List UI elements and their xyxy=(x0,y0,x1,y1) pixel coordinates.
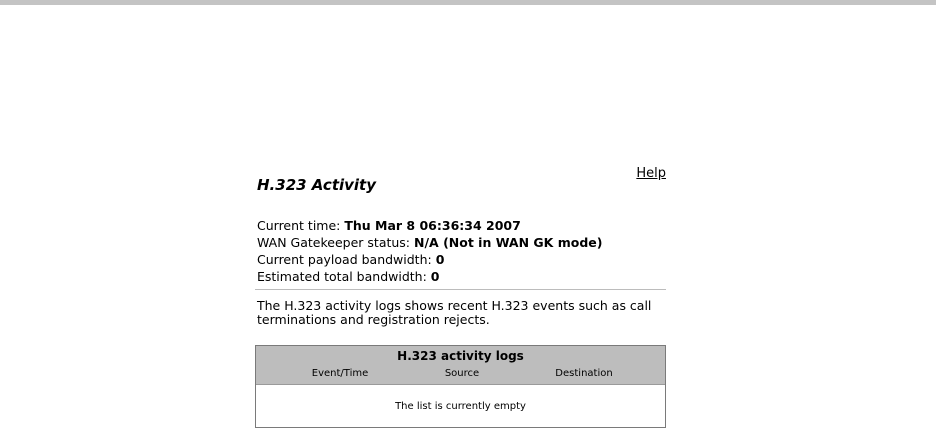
current-time-value: Thu Mar 8 06:36:34 2007 xyxy=(344,218,521,233)
logs-column-headers xyxy=(256,365,665,383)
column-event-time: Event/Time xyxy=(311,368,369,379)
logs-table-header xyxy=(256,346,665,385)
current-time-row xyxy=(257,217,602,234)
top-bar xyxy=(0,0,936,5)
current-time-label: Current time: xyxy=(257,218,341,233)
column-destination: Destination xyxy=(555,368,613,379)
payload-bandwidth-label: Current payload bandwidth: xyxy=(257,252,432,267)
empty-list-message: The list is currently empty xyxy=(395,401,526,412)
wan-gatekeeper-label: WAN Gatekeeper status: xyxy=(257,235,411,250)
logs-table-title: H.323 activity logs xyxy=(397,349,524,363)
wan-gatekeeper-row xyxy=(257,234,602,251)
payload-bandwidth-row xyxy=(257,251,602,268)
total-bandwidth-row xyxy=(257,268,602,285)
payload-bandwidth-value: 0 xyxy=(435,252,445,267)
total-bandwidth-value: 0 xyxy=(430,269,440,284)
column-source: Source xyxy=(444,368,480,379)
total-bandwidth-label: Estimated total bandwidth: xyxy=(257,269,427,284)
help-link[interactable]: Help xyxy=(636,166,666,181)
page-title: H.323 Activity xyxy=(257,176,377,194)
status-info xyxy=(257,217,602,285)
wan-gatekeeper-value: N/A (Not in WAN GK mode) xyxy=(414,235,603,250)
activity-logs-table xyxy=(255,345,666,428)
divider xyxy=(255,289,666,290)
logs-description: The H.323 activity logs shows recent H.323 events such as call terminations and registration rejects. xyxy=(257,298,652,327)
